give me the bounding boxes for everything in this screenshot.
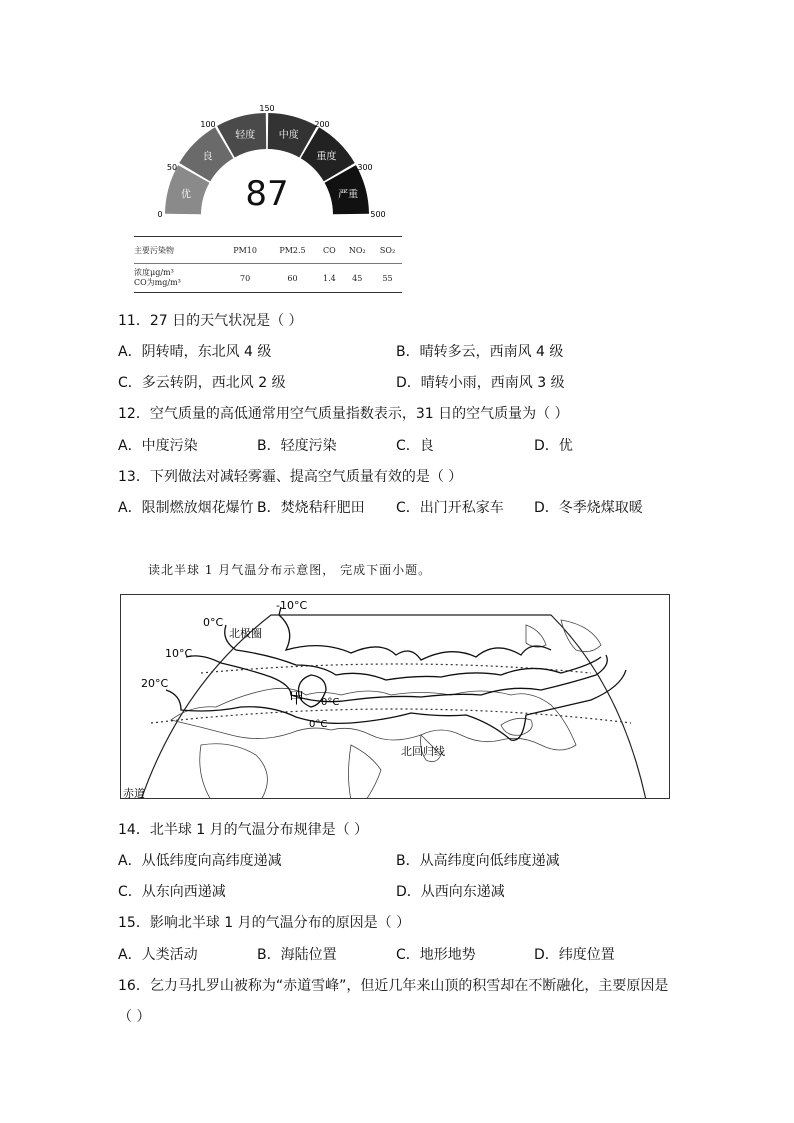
label-arctic: 北极圈 — [229, 627, 262, 640]
gauge-segment-label: 良 — [202, 151, 213, 163]
label-jia: 甲 — [289, 689, 305, 707]
aqi-value: 87 — [245, 174, 289, 214]
gauge-segment-label: 重度 — [316, 151, 337, 163]
map-intro: 读北半球 1 月气温分布示意图， 完成下面小题。 — [148, 563, 432, 577]
table-cell: 55 — [373, 264, 402, 293]
gauge-segment-label: 轻度 — [235, 129, 256, 141]
q14-option-b[interactable]: B．从高纬度向低纬度递减 — [396, 853, 560, 869]
question-16: 16．乞力马扎罗山被称为“赤道雪峰”，但近几年来山顶的积雪却在不断融化，主要原因是 — [118, 978, 669, 994]
scale-label-150: 150 — [259, 104, 275, 113]
pollutant-table — [134, 236, 402, 293]
row-label-line1: 浓度μg/m³ — [134, 268, 174, 277]
table-cell: 60 — [268, 264, 318, 293]
label-zero-inner2: 0°C — [309, 719, 328, 730]
label-equator: 赤道 — [123, 787, 145, 799]
q14-option-d[interactable]: D．从西向东递减 — [396, 884, 505, 900]
row-label-line2: CO为mg/m³ — [134, 278, 181, 287]
question-15: 15．影响北半球 1 月的气温分布的原因是（ ） — [118, 915, 411, 931]
row-label — [134, 264, 223, 293]
table-header: SO₂ — [373, 237, 402, 264]
q11-option-c[interactable]: C．多云转阴，西北风 2 级 — [118, 375, 286, 391]
scale-label-200: 200 — [314, 120, 330, 129]
label-10: 10°C — [165, 647, 193, 660]
gauge-segment-label: 严重 — [338, 189, 359, 201]
q11-option-b[interactable]: B．晴转多云，西南风 4 级 — [396, 344, 564, 360]
q12-option-d[interactable]: D．优 — [534, 438, 573, 454]
q15-option-d[interactable]: D．纬度位置 — [534, 947, 615, 963]
question-16-cont: （ ） — [118, 1009, 151, 1025]
scale-label-50: 50 — [166, 163, 178, 172]
label-20: 20°C — [141, 677, 169, 690]
q13-option-d[interactable]: D．冬季烧煤取暖 — [534, 500, 643, 516]
scale-label-0: 0 — [157, 210, 163, 219]
table-header: CO — [317, 237, 341, 264]
q11-option-a[interactable]: A．阴转晴，东北风 4 级 — [118, 344, 272, 360]
table-cell: 45 — [341, 264, 373, 293]
q15-option-b[interactable]: B．海陆位置 — [257, 947, 337, 963]
q12-option-a[interactable]: A．中度污染 — [118, 438, 198, 454]
scale-label-300: 300 — [357, 163, 373, 172]
question-14: 14．北半球 1 月的气温分布规律是（ ） — [118, 822, 369, 838]
q13-option-a[interactable]: A．限制燃放烟花爆竹 — [118, 500, 254, 516]
gauge-segment-label: 优 — [180, 189, 191, 201]
isotherm-map — [120, 594, 670, 799]
table-header: PM2.5 — [268, 237, 318, 264]
q14-option-a[interactable]: A．从低纬度向高纬度递减 — [118, 853, 282, 869]
q11-option-d[interactable]: D．晴转小雨，西南风 3 级 — [396, 375, 565, 391]
q13-option-c[interactable]: C．出门开私家车 — [396, 500, 504, 516]
table-header: PM10 — [223, 237, 268, 264]
q15-option-a[interactable]: A．人类活动 — [118, 947, 198, 963]
q12-option-b[interactable]: B．轻度污染 — [257, 438, 337, 454]
isotherm-map-svg — [121, 595, 670, 799]
q15-option-c[interactable]: C．地形地势 — [396, 947, 476, 963]
table-header: 主要污染物 — [134, 237, 223, 264]
scale-label-500: 500 — [370, 210, 386, 219]
tropic-line — [151, 709, 631, 723]
table-cell: 70 — [223, 264, 268, 293]
label-neg10: -10°C — [276, 599, 308, 612]
aqi-gauge — [150, 100, 390, 225]
isotherm-20 — [166, 670, 626, 740]
isotherm-neg10 — [279, 615, 551, 660]
label-0: 0°C — [203, 616, 224, 629]
question-13: 13．下列做法对减轻雾霾、提高空气质量有效的是（ ） — [118, 469, 463, 485]
q14-option-c[interactable]: C．从东向西递减 — [118, 884, 226, 900]
q12-option-c[interactable]: C．良 — [396, 438, 434, 454]
gauge-segment-label: 中度 — [278, 129, 299, 141]
scale-label-100: 100 — [200, 120, 216, 129]
table-header: NO₂ — [341, 237, 373, 264]
question-11: 11．27 日的天气状况是（ ） — [118, 313, 303, 329]
aqi-gauge-svg — [150, 100, 390, 225]
q13-option-b[interactable]: B．焚烧秸秆肥田 — [257, 500, 365, 516]
label-zero-inner: 0°C — [321, 697, 340, 708]
question-12: 12．空气质量的高低通常用空气质量指数表示，31 日的空气质量为（ ） — [118, 406, 569, 422]
label-tropic: 北回归线 — [401, 745, 445, 758]
table-cell: 1.4 — [317, 264, 341, 293]
